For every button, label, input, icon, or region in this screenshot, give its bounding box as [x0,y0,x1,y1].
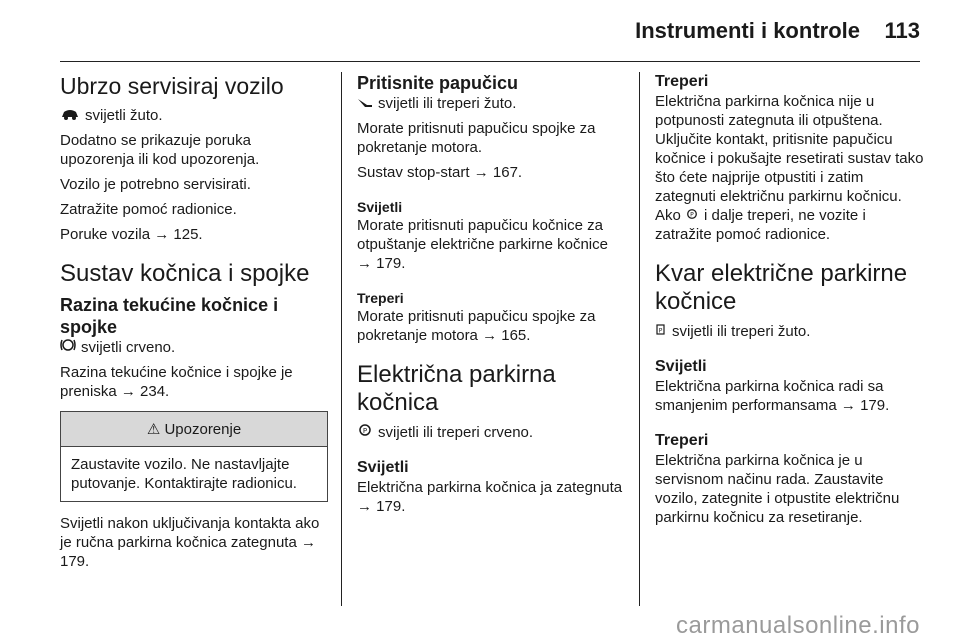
foot-pedal-icon [357,94,373,113]
column-divider [341,72,342,606]
heading-flash: Treperi [655,432,709,449]
heading-epb-fault: Kvar električne parkirne kočnice [655,260,908,315]
paragraph: Električna parkirna kočnica je u servisnom načinu rada. Zaustavite vozilo, zategnite i otpustite električnu parkirnu kočnicu za resetiranje. [655,452,900,526]
heading-lit: Svijetli [357,199,403,215]
heading-brake-system: Sustav kočnica i spojke [60,260,310,287]
warning-text: Zaustavite vozilo. Ne nastavljajte putovanje. Kontaktirajte radionicu. [71,456,297,492]
svg-text:P: P [690,211,694,219]
service-indicator-line: svijetli žuto. [60,106,328,125]
column-1 [60,72,328,577]
column-2 [357,72,627,522]
epb-fault-icon [655,322,667,341]
svg-text:P: P [658,327,663,335]
svg-text:P: P [362,427,368,435]
heading-fluid-level: Razina tekućine kočnice i spojke [60,295,279,337]
warning-header: ⚠ Upozorenje [61,412,327,447]
parking-brake-icon [685,206,699,225]
heading-epb-lit: Svijetli [357,459,409,476]
parking-brake-icon [357,423,373,442]
column-3 [655,72,925,533]
epb-indicator-line: P svijetli ili treperi crveno. [357,423,627,442]
page-header [0,0,960,60]
column-divider [639,72,640,606]
paragraph: Električna parkirna kočnica radi sa smanjenim performansama → 179. [655,378,890,414]
pedal-indicator-line: svijetli ili treperi žuto. [357,94,627,113]
paragraph: Razina tekućine kočnice i spojke je preniska → 234. [60,364,293,400]
paragraph: Vozilo je potrebno servisirati. [60,176,251,193]
heading-electric-parking-brake: Električna parkirna kočnica [357,361,556,416]
paragraph: Morate pritisnuti papučicu spojke za pokretanje motora. [357,120,596,156]
brake-fluid-icon [60,338,76,357]
header-rule [60,61,920,62]
heading-flash: Treperi [655,73,709,90]
car-wrench-icon [60,106,80,125]
heading-lit: Svijetli [655,358,707,375]
heading-flash: Treperi [357,290,404,306]
cross-reference: Sustav stop-start → 167. [357,164,523,181]
paragraph: Svijetli nakon uključivanja kontakta ako je ručna parkirna kočnica zategnuta → 179. [60,515,320,570]
watermark: carmanualsonline.info [676,612,920,639]
warning-box [60,411,328,502]
cross-reference: Poruke vozila → 125. [60,226,203,243]
warning-triangle-icon: ⚠ [146,421,161,438]
paragraph: Električna parkirna kočnica ja zategnuta → 179. [357,479,623,515]
paragraph: Zatražite pomoć radionice. [60,201,237,218]
paragraph: Morate pritisnuti papučicu spojke za pokretanje motora → 165. [357,308,596,344]
paragraph: Električna parkirna kočnica nije u potpunosti zategnuta ili otpuštena. Uključite kontakt, pritisnite papučicu kočnice i pokušajte resetirati sustav tako što ćete najprije otpustiti i zatim zategnuti električnu parkirnu kočnicu. Ako P i dalje treperi, ne vozite i zatražite pomoć radionice. [655,93,924,243]
section-title: Instrumenti i kontrole [635,18,860,43]
fault-indicator-line: P svijetli ili treperi žuto. [655,322,925,341]
page-number: 113 [884,18,920,43]
heading-press-pedal: Pritisnite papučicu [357,73,519,93]
paragraph: Dodatno se prikazuje poruka upozorenja ili kod upozorenja. [60,132,260,168]
paragraph: Morate pritisnuti papučicu kočnice za otpuštanje električne parkirne kočnice → 179. [357,217,608,272]
fluid-indicator-line: svijetli crveno. [60,338,328,357]
heading-service-soon: Ubrzo servisiraj vozilo [60,73,284,99]
